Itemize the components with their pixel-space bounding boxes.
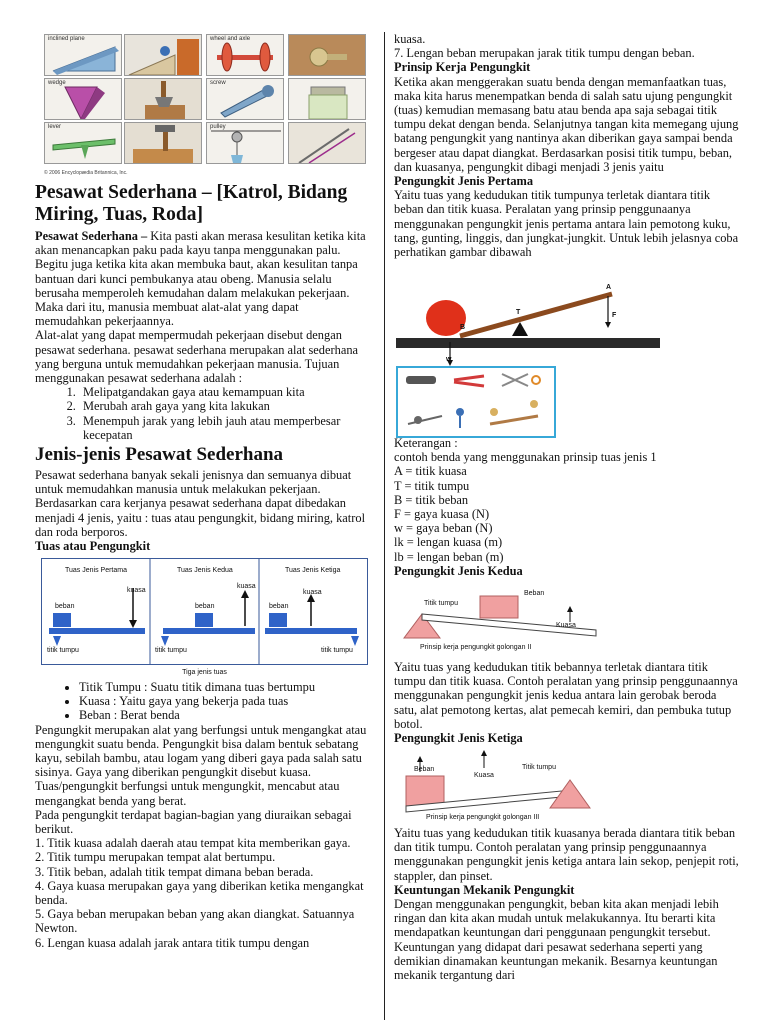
part-item: 2. Titik tumpu merupakan tempat alat bertumpu. [35,850,276,865]
type2-beban: beban [195,603,215,610]
keuntungan-paragraph: Dengan menggunakan pengungkit, beban kita akan menjadi lebih ringan dan kita akan mudah untuk melakukannya. Itu berarti kita mendapatkan keuntungan dari penggunaan pengungkit tersebut. Keuntungan yang didapat dari pesawat sederhana seperti yang demikian dinamakan keuntungan mekanik. Besarnya keuntungan mekanik tergantung dari [394,897,719,983]
keterangan-line: F = gaya kuasa (N) [394,507,490,522]
type2-tumpu: titik tumpu [155,647,187,654]
jenis3-heading: Pengungkit Jenis Ketiga [394,731,523,746]
part-item: 4. Gaya kuasa merupakan gaya yang diberikan ketika mengangkat benda. [35,878,364,908]
right-column-lower [394,660,740,745]
continued-text: kuasa. [394,32,426,46]
axe-illustration [125,79,202,120]
label-A: A [606,284,612,291]
part-item: 7. Lengan beban merupakan jarak titik tumpu dengan beban. [394,46,695,61]
crane-illustration [289,123,366,164]
keterangan-line: lb = lengan beban (m) [394,549,504,564]
wedge-label: wedge [48,80,66,86]
screw-cell [206,78,284,120]
part-item: 1. Titik kuasa adalah daerah atau tempat kita memberikan gaya. [35,836,351,851]
wedge-cell [44,78,122,120]
first-class-examples-image [396,366,556,438]
lever-types-caption: Tiga jenis tuas [182,669,227,676]
door-knob-illustration [289,35,366,76]
keterangan-line: T = titik tumpu [394,478,470,493]
inclined-plane-label: inclined plane [48,36,85,42]
hammer-cell [124,122,202,164]
type3-beban: beban [269,603,289,610]
crane-cell [288,122,366,164]
type1-kuasa: kuasa [127,587,146,594]
part-item: 3. Titik beban, adalah titik tempat dimana beban berada. [35,864,314,879]
label-B: B [460,324,466,331]
jar-illustration [289,79,366,120]
keterangan-line: Keterangan : [394,436,458,450]
label-T: T [516,309,521,316]
definition-paragraph: Alat-alat yang dapat mempermudah pekerjaan disebut dengan pesawat sederhana. pesawat sederhana merupakan alat sederhana yang berguna untuk memudahkan pekerjaan manusia. Tujuan menggunakan pesawat sederhana adalah : [35,328,359,386]
lever-parts-intro: Pada pengungkit terdapat bagian-bagian yang diuraikan sebagai berikut. [35,807,352,837]
second-class-lever-figure [400,578,600,656]
right-column-mid [394,436,740,578]
keterangan-line: lk = lengan kuasa (m) [394,535,503,550]
jenis2-paragraph: Yaitu tuas yang kedudukan titik bebannya terletak diantara titik tumpu dan titik kuasa. Contoh peralatan yang prinsip penggunaannya menggunakan pengungkit jenis kedua antara lain gerobak beroda satu, alat pemotong kertas, alat pemecah kemiri, dan pembuka tutup botol. [394,660,738,731]
lever-label: lever [48,124,62,130]
right-column-bottom [394,826,740,982]
part-item: 5. Gaya beban merupakan beban yang akan diangkat. Satuannya Newton. [35,907,355,936]
axe-cell [124,78,202,120]
keterangan-line: w = gaya beban (N) [394,521,493,536]
bullet-item: • Beban : Berat benda [79,708,367,722]
jenis1-paragraph: Yaitu tuas yang kedudukan titik tumpunya terletak diantara titik beban dan titik kuasa. Peralatan yang prinsip penggunaanya menggunakan pengungkit jenis pertama antara lain pemotong kuku, tang, gunting, linggis, dan jungkat-jungkit. Untuk lebih jelasnya coba perhatikan gambar dibawah [394,188,739,260]
types-paragraph: Pesawat sederhana banyak sekali jenisnya dan semuanya dibuat untuk memudahkan manusia untuk melakukan pekerjaan. Berdasarkan cara kerjanya pesawat sederhana dapat dibedakan menjadi 4 jenis, yaitu : tuas atau pengungkit, bidang miring, katrol dan roda berporos. [35,468,366,539]
class2-caption: Prinsip kerja pengungkit golongan II [420,644,532,651]
section-heading-types: Jenis-jenis Pesawat Sederhana [35,444,284,466]
simple-machines-image [44,34,367,174]
keterangan-line: contoh benda yang menggunakan prinsip tuas jenis 1 [394,450,657,465]
part-item: 6. Lengan kuasa adalah jarak antara titik tumpu dengan [35,935,310,950]
third-class-lever-figure [400,746,600,826]
intro-lead: Pesawat Sederhana – [35,229,148,243]
class2-tumpu: Titik tumpu [424,600,458,607]
label-F: F [612,312,617,319]
left-column [35,180,367,553]
bullet-item: • Titik Tumpu : Suatu titik dimana tuas bertumpu [79,680,367,694]
type1-title: Tuas Jenis Pertama [65,567,127,574]
goal-item: 2. Merubah arah gaya yang kita lakukan [79,399,367,413]
type3-title: Tuas Jenis Ketiga [285,567,341,574]
ramp-use-illustration [125,35,202,76]
bullet-item: • Kuasa : Yaitu gaya yang bekerja pada tuas [79,694,367,708]
first-class-lever-illustration [394,282,664,366]
inclined-plane-cell [44,34,122,76]
hammer-illustration [125,123,202,164]
label-w: w [446,356,452,363]
type2-kuasa: kuasa [237,583,256,590]
right-column [394,32,740,259]
type1-tumpu: titik tumpu [47,647,79,654]
pulley-cell [206,122,284,164]
column-divider [384,32,385,1020]
type3-kuasa: kuasa [303,589,322,596]
inclined-plane-use-cell [124,34,202,76]
goals-list [57,385,367,442]
type2-title: Tuas Jenis Kedua [177,567,233,574]
lever-types-figure [41,558,368,677]
door-knob-cell [288,34,366,76]
lever-cell [44,122,122,164]
class3-kuasa: Kuasa [474,772,494,779]
prinsip-paragraph: Ketika akan menggerakan suatu benda dengan memanfaatkan tuas, maka kita harus menempatkan benda di salah satu ujung pengungkit (tuas) kemudian memasang batu atau benda apa saja sebagai titik tumpu dekat dengan benda. Selanjutnya tangan kita memegang ujung batang pengungkit yang nantinya akan diberikan gaya sampai benda bergeser atau dapat diangkat. Berdasarkan posisi titik tumpu, beban, dan kuasanya, pengungkit dibagi menjadi 3 jenis yaitu [394,74,739,174]
lever-definition-paragraph: Pengungkit merupakan alat yang berfungsi untuk mengangkat atau mengungkit suatu benda. Pengungkit bisa dalam bentuk sebatang kayu, sebilah bambu, atau logam yang diberi gaya pada salah satu sisinya. Gaya yang diberikan pengungkit disebut kuasa. Tuas/pengungkit berfungsi untuk mengungkit, mencabut atau mengangkat benda yang berat. [35,722,367,808]
first-class-lever-figure [394,282,664,366]
intro-paragraph [35,229,367,328]
wheel-and-axle-cell [206,34,284,76]
jenis2-heading: Pengungkit Jenis Kedua [394,563,523,578]
jenis3-paragraph: Yaitu tuas yang kedudukan titik kuasanya berada diantara titik beban dan titik tumpu. Contoh peralatan yang prinsip penggunaannya menggunakan pengungkit jenis ketiga antara lain sekop, penjepit roti, stappler, dan pinset. [394,826,739,883]
screw-label: screw [210,80,226,86]
lever-parts-bullets [69,680,367,723]
type3-tumpu: titik tumpu [321,647,353,654]
keterangan-line: A = titik kuasa [394,464,467,479]
jar-cell [288,78,366,120]
class2-beban: Beban [524,590,545,597]
keterangan-line: B = titik beban [394,492,469,507]
left-column-lower [35,680,367,950]
class3-caption: Prinsip kerja pengungkit golongan III [426,814,540,821]
class2-kuasa: Kuasa [556,622,576,629]
tuas-heading: Tuas atau Pengungkit [35,539,151,554]
prinsip-heading: Prinsip Kerja Pengungkit [394,60,531,75]
type1-beban: beban [55,603,75,610]
goal-item: 3. Menempuh jarak yang lebih jauh atau memperbesar kecepatan [79,414,367,442]
class3-beban: Beban [414,766,435,773]
class3-tumpu: Titik tumpu [522,764,556,771]
keuntungan-heading: Keuntungan Mekanik Pengungkit [394,882,575,897]
pulley-label: pulley [210,124,226,130]
intro-text: Kita pasti akan merasa kesulitan ketika kita akan menancapkan paku pada kayu tanpa menggunakan palu. Begitu juga ketika kita akan membuka baut, akan kesulitan tanpa bantuan dari kunci pembukanya atau obeng. Manusia selalu berusaha memperoleh kemudahan dalam melakukan pekerjaan. Maka dari itu, manusia membuat alat-alat yang dapat memudahkan pekerjaannya. [35,229,366,329]
goal-item: 1. Melipatgandakan gaya atau kemampuan kita [79,385,367,399]
wheel-and-axle-label: wheel and axle [210,36,251,42]
page-title: Pesawat Sederhana – [Katrol, Bidang Miring, Tuas, Roda] [35,182,348,225]
copyright-notice: © 2006 Encyclopædia Britannica, Inc. [44,170,128,176]
jenis1-heading: Pengungkit Jenis Pertama [394,174,534,189]
examples-illustration [398,368,554,436]
